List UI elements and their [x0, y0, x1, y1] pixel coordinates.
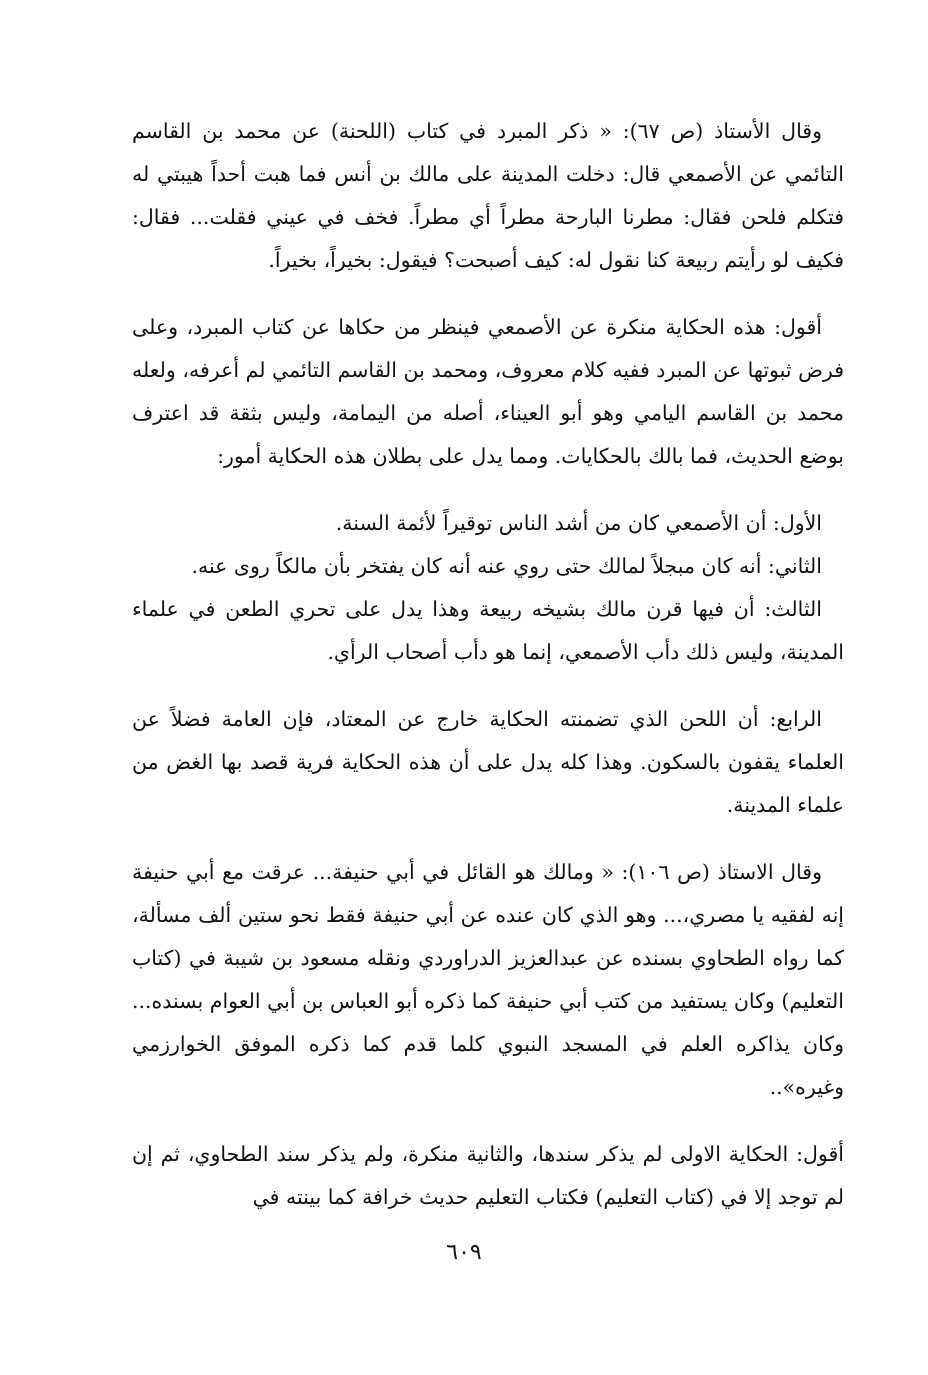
- paragraph-4: وقال الاستاذ (ص ١٠٦): « ومالك هو القائل في أبي حنيفة... عرقت مع أبي حنيفة إنه لفقيه يا مصري،... وهو الذي كان عنده عن أبي حنيفة فقط نحو ستين ألف مسألة، كما رواه الطحاوي بسنده عن عبدالعزيز الدراوردي ونقله مسعود بن شيبة في (كتاب التعليم) وكان يستفيد من كتب أبي حنيفة كما ذكره أبو العباس بن أبي العوام بسنده... وكان يذاكره العلم في المسجد النبوي كلما قدم كما ذكره الموفق الخوارزمي وغيره»..: [132, 860, 844, 1099]
- list-item: الأول: أن الأصمعي كان من أشد الناس توقيراً لأئمة السنة.: [335, 511, 822, 535]
- paragraph-5: أقول: الحكاية الاولى لم يذكر سندها، والثانية منكرة، ولم يذكر سند الطحاوي، ثم إن لم توجد إلا في (كتاب التعليم) فكتاب التعليم حديث خرافة كما بينته في: [132, 1142, 844, 1209]
- paragraph-1: وقال الأستاذ (ص ٦٧): « ذكر المبرد في كتاب (اللحنة) عن محمد بن القاسم التائمي عن الأصمعي قال: دخلت المدينة على مالك بن أنس فما هبت أحداً هيبتي له فتكلم فلحن فقال: مطرنا البارحة مطراً أي مطراً. فخف في عيني فقلت... فقال: فكيف لو رأيتم ربيعة كنا نقول له: كيف أصبحت؟ فيقول: بخيراً، بخيراً.: [132, 119, 844, 272]
- paragraph-2: أقول: هذه الحكاية منكرة عن الأصمعي فينظر من حكاها عن كتاب المبرد، وعلى فرض ثبوتها عن المبرد ففيه كلام معروف، ومحمد بن القاسم التائمي لم أعرفه، ولعله محمد بن القاسم اليامي وهو أبو العيناء، أصله من اليمامة، وليس بثقة قد اعترف بوضع الحديث، فما بالك بالحكايات. ومما يدل على بطلان هذه الحكاية أمور:: [132, 315, 844, 468]
- points-list: [132, 502, 844, 674]
- paragraph-3: الرابع: أن اللحن الذي تضمنته الحكاية خارج عن المعتاد، فإن العامة فضلاً عن العلماء يقفون بالسكون. وهذا كله يدل على أن هذه الحكاية فرية قصد بها الغض من علماء المدينة.: [132, 707, 844, 817]
- list-item: الثاني: أنه كان مبجلاً لمالك حتى روي عنه أنه كان يفتخر بأن مالكاً روى عنه.: [191, 554, 822, 578]
- list-item: الثالث: أن فيها قرن مالك بشيخه ربيعة وهذا يدل على تحري الطعن في علماء المدينة، وليس ذلك دأب الأصمعي، إنما هو دأب أصحاب الرأي.: [132, 597, 844, 664]
- page-number: ٦٠٩: [446, 1240, 482, 1265]
- page-body: [132, 110, 844, 1243]
